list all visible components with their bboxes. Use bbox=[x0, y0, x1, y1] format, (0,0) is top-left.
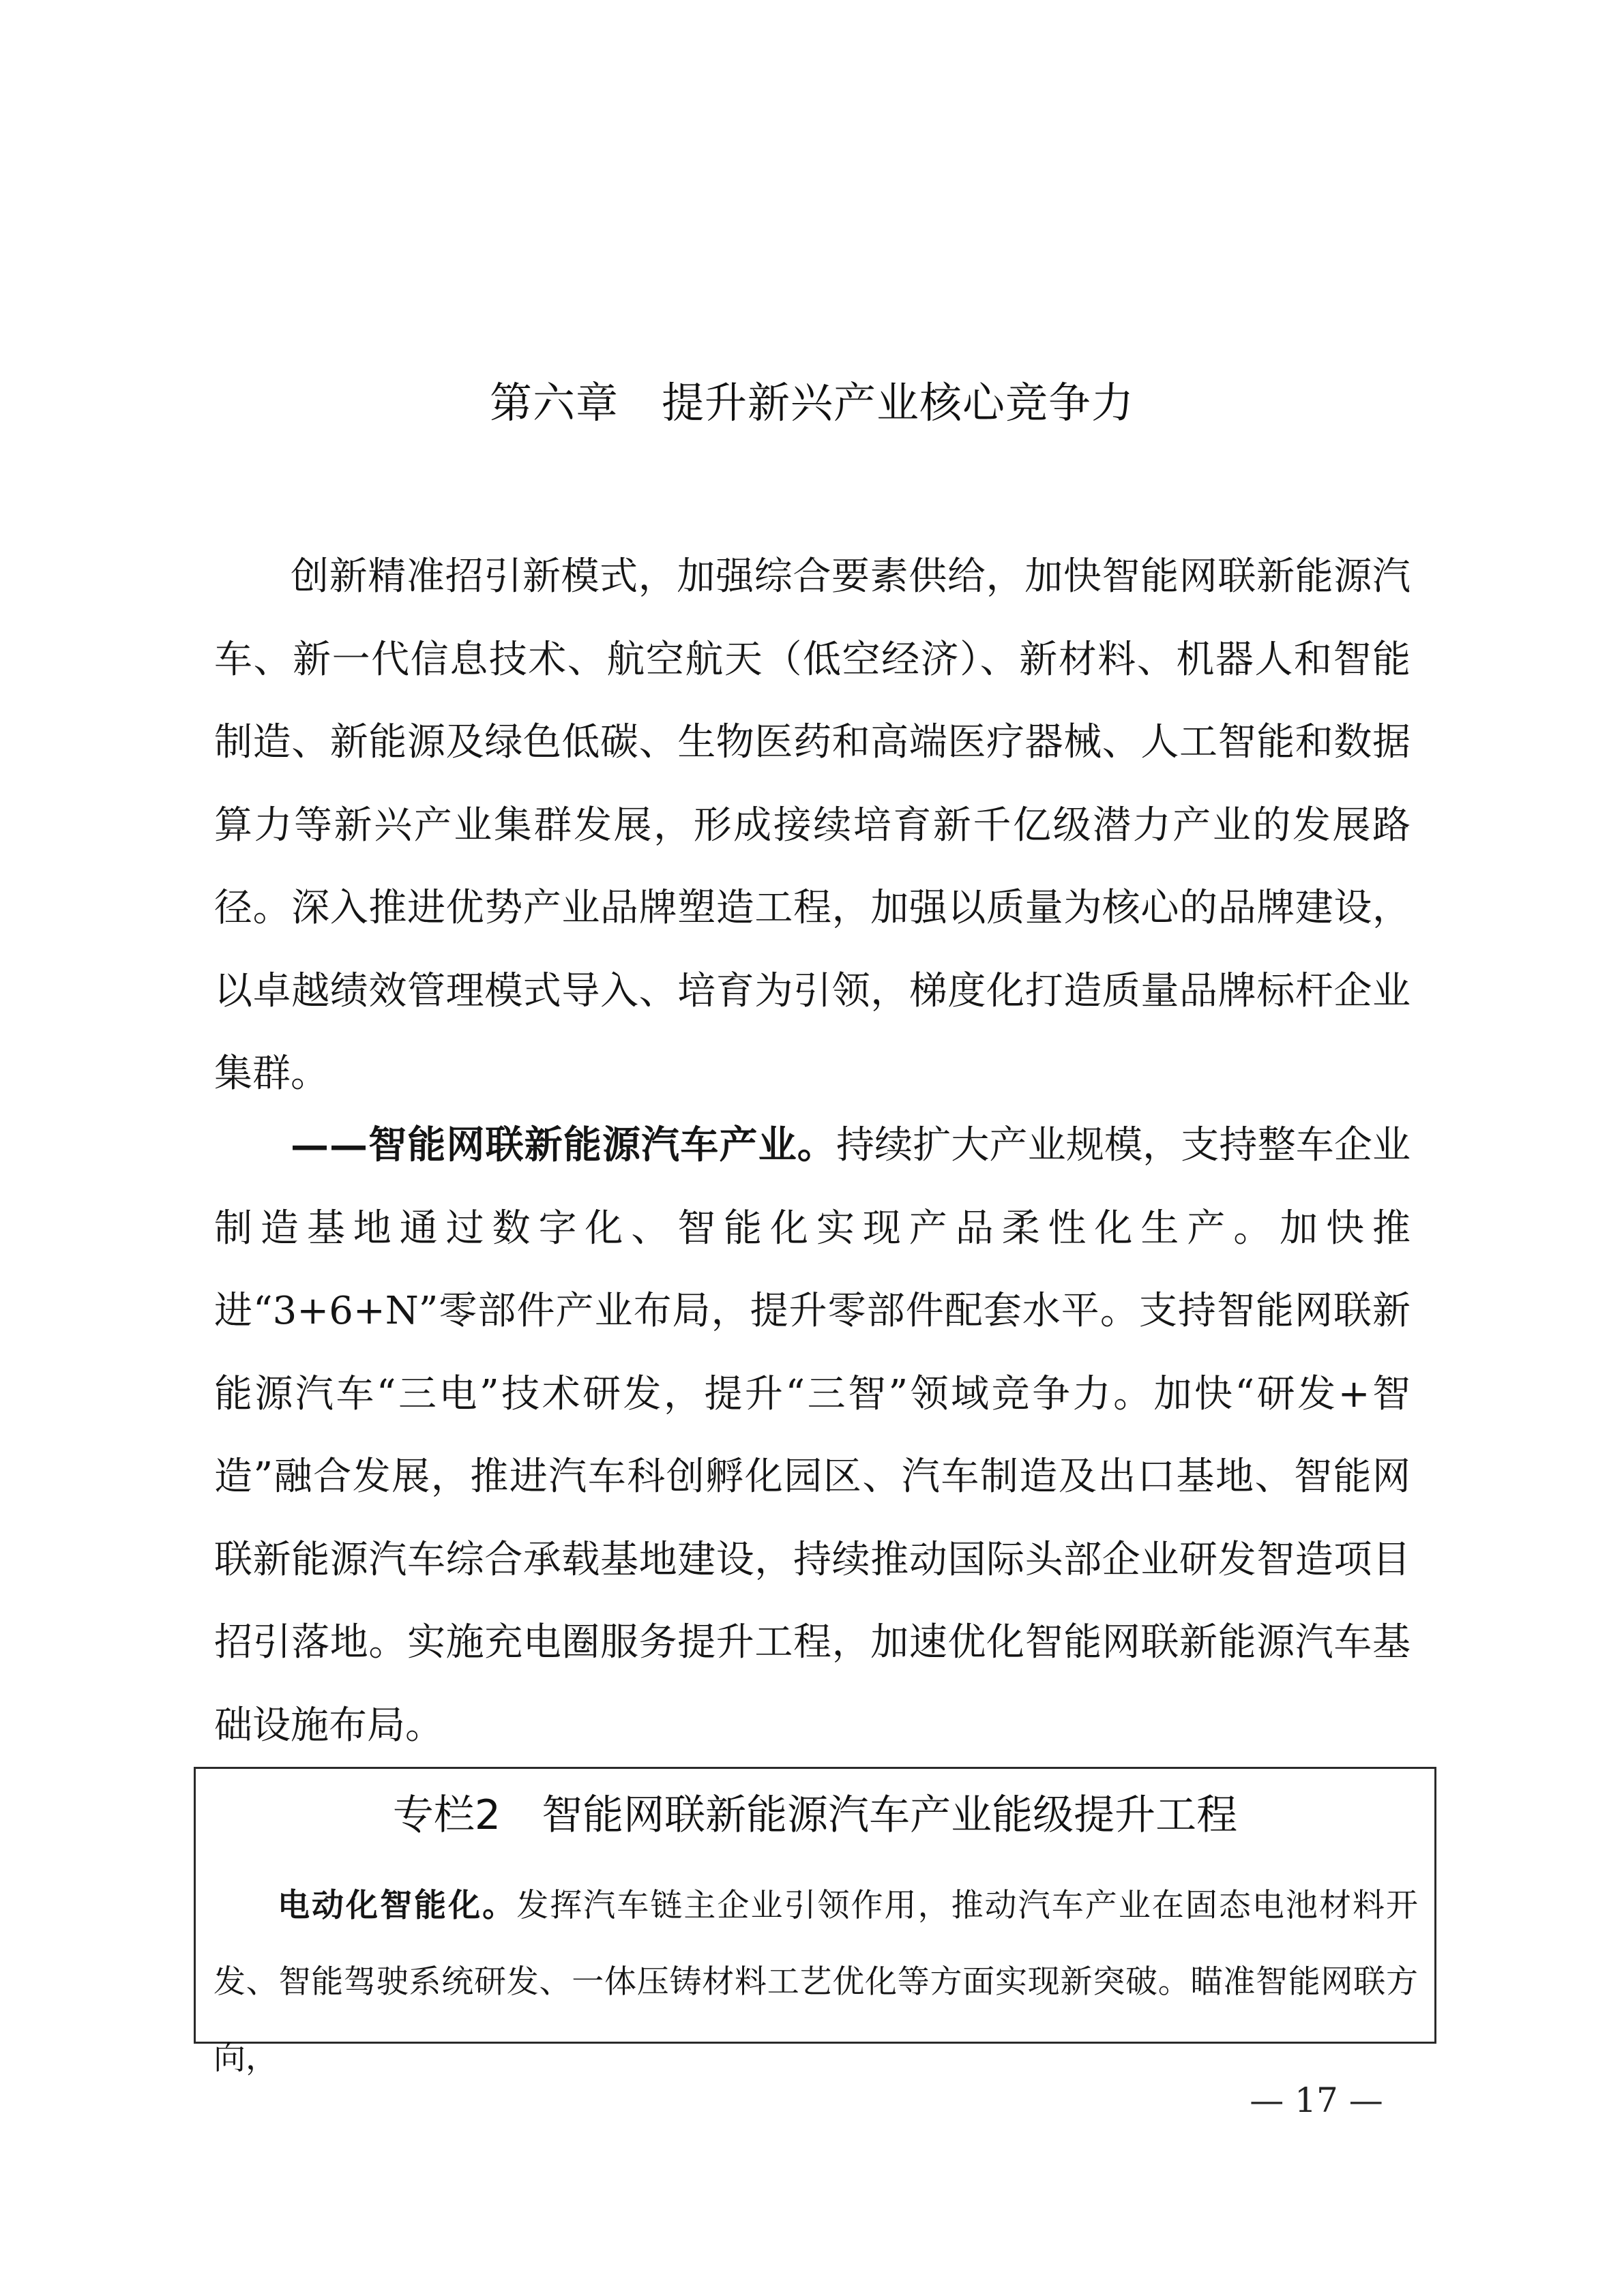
feature-box-paragraph bbox=[213, 1868, 1418, 2097]
feature-box-lead: 电动化智能化。 bbox=[278, 1887, 517, 1924]
auto-industry-lead: ——智能网联新能源汽车产业。 bbox=[291, 1122, 836, 1167]
auto-industry-section bbox=[214, 1104, 1411, 1767]
feature-box bbox=[194, 1767, 1436, 2077]
feature-box-text: 发挥汽车链主企业引领作用，推动汽车产业在固态电池材料开发、智能驾驶系统研发、一体压铸材料工艺优化等方面实现新突破。瞄准智能网联方向， bbox=[213, 1887, 1419, 2077]
feature-box-title: 专栏2 智能网联新能源汽车产业能级提升工程 bbox=[392, 1791, 1238, 1839]
auto-industry-text: 持续扩大产业规模，支持整车企业制造基地通过数字化、智能化实现产品柔性化生产。加快推进“3+6+N”零部件产业布局，提升零部件配套水平。支持智能网联新能源汽车“三电”技术研发，提升“三智”领域竞争力。加快“研发+智造”融合发展，推进汽车科创孵化园区、汽车制造及出口基地、智能网联新能源汽车综合承载基地建设，持续推动国际头部企业研发智造项目招引落地。实施充电圈服务提升工程，加速优化智能网联新能源汽车基础设施布局。 bbox=[214, 1123, 1411, 1748]
intro-paragraph: 创新精准招引新模式，加强综合要素供给，加快智能网联新能源汽车、新一代信息技术、航空航天（低空经济）、新材料、机器人和智能制造、新能源及绿色低碳、生物医药和高端医疗器械、人工智能和数据算力等新兴产业集群发展，形成接续培育新千亿级潜力产业的发展路径。深入推进优势产业品牌塑造工程，加强以质量为核心的品牌建设，以卓越绩效管理模式导入、培育为引领，梯度化打造质量品牌标杆企业集群。 bbox=[214, 554, 1411, 1096]
page-number: — 17 — bbox=[1250, 2081, 1383, 2120]
chapter-title: 第六章 提升新兴产业核心竞争力 bbox=[489, 378, 1134, 428]
feature-box-body bbox=[213, 1868, 1418, 2097]
intro-section bbox=[214, 535, 1411, 1116]
auto-industry-paragraph bbox=[214, 1104, 1411, 1767]
